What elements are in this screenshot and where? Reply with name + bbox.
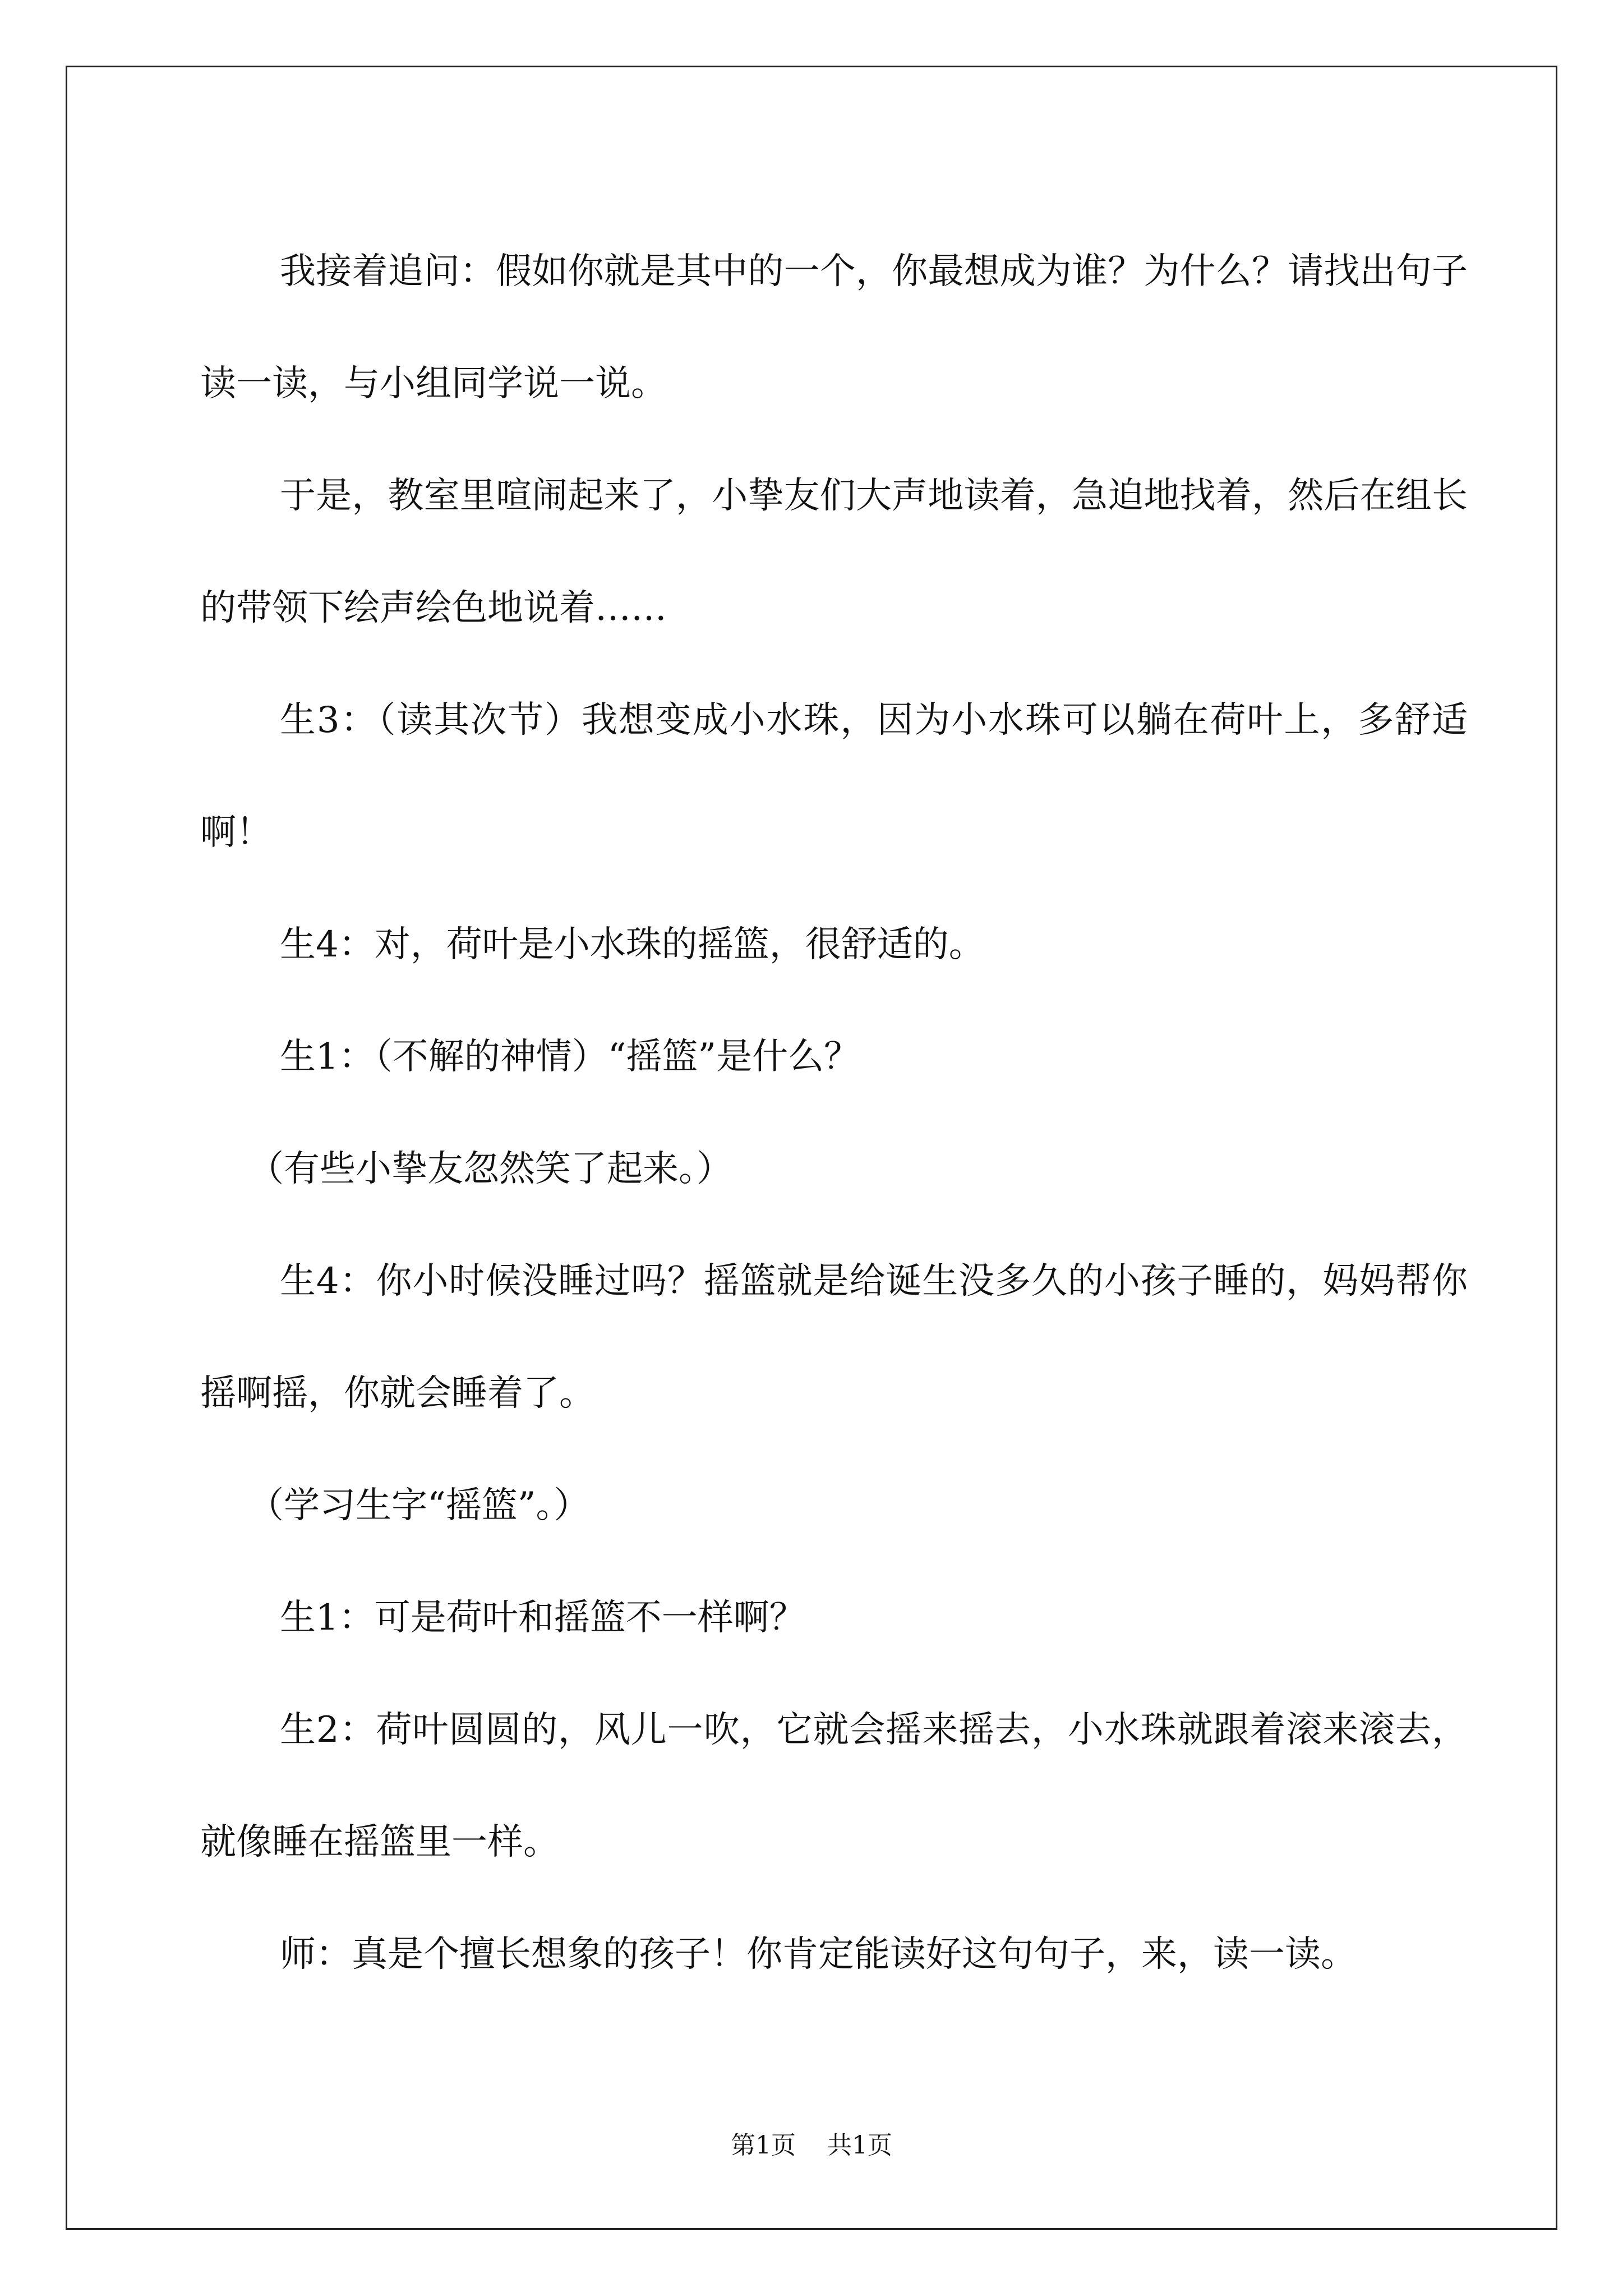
paragraph-7: 生4：你小时候没睡过吗？摇篮就是给诞生没多久的小孩子睡的，妈妈帮你摇啊摇，你就会睡着了。	[200, 1260, 1468, 1414]
paragraph-1: 我接着追问：假如你就是其中的一个，你最想成为谁？为什么？请找出句子读一读，与小组同学说一说。	[200, 251, 1468, 404]
page-total: 共1页	[827, 2131, 892, 2160]
paragraph-4: 生4：对，荷叶是小水珠的摇篮，很舒适的。	[280, 924, 985, 965]
paragraph-10: 生2：荷叶圆圆的，风儿一吹，它就会摇来摇去，小水珠就跟着滚来滚去，就像睡在摇篮里一样。	[200, 1709, 1468, 1863]
paragraph-3: 生3：（读其次节）我想变成小水珠，因为小水珠可以躺在荷叶上，多舒适啊！	[200, 700, 1468, 853]
paragraph-9: 生1：可是荷叶和摇篮不一样啊？	[280, 1597, 805, 1639]
page-number: 第1页	[731, 2131, 796, 2160]
paragraph-5: 生1：（不解的神情）“摇篮”是什么？	[280, 1036, 860, 1078]
document-body	[200, 215, 1468, 2010]
paragraph-2: 于是，教室里喧闹起来了，小挚友们大声地读着，急迫地找着，然后在组长的带领下绘声绘色地说着……	[200, 475, 1468, 629]
paragraph-6: （有些小挚友忽然笑了起来。）	[248, 1148, 732, 1190]
paragraph-8: （学习生字“摇篮”。）	[248, 1485, 590, 1526]
page-footer	[0, 2129, 1623, 2162]
paragraph-11: 师：真是个擅长想象的孩子！你肯定能读好这句句子，来，读一读。	[280, 1934, 1357, 1975]
